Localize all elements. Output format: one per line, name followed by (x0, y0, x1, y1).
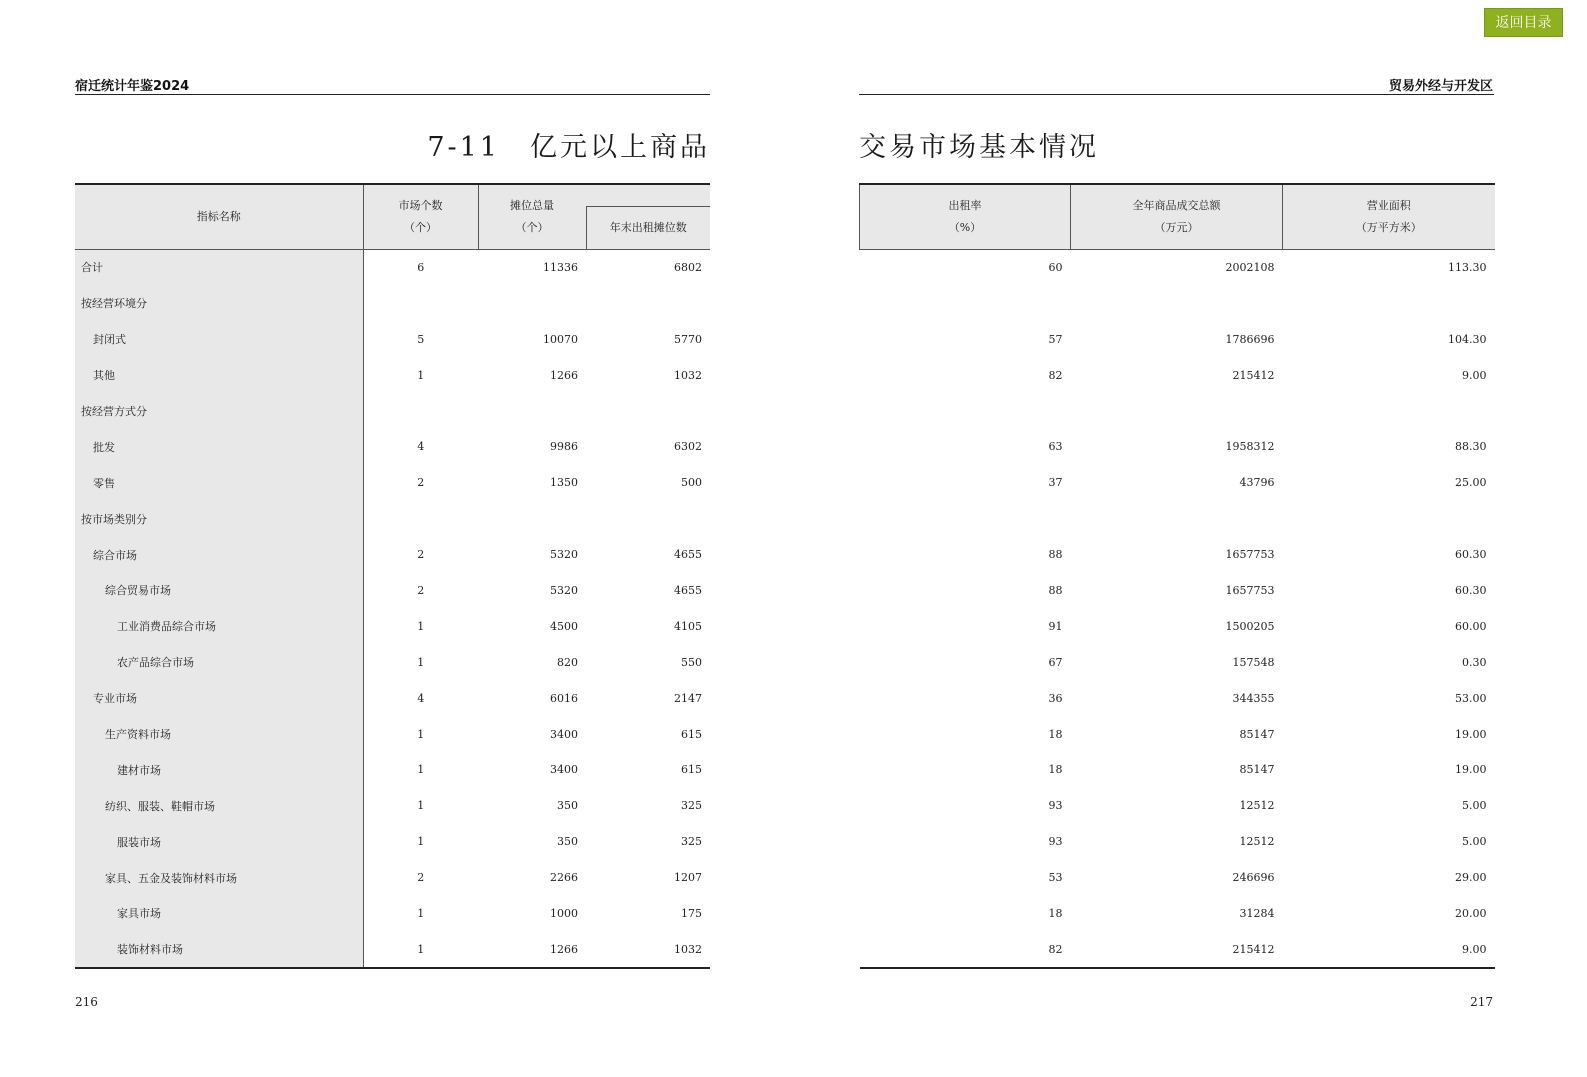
stalls-cell: 820 (557, 655, 578, 669)
col-rate-unit: （%） (948, 220, 982, 234)
rate-cell: 60 (1048, 260, 1063, 274)
table-row (860, 931, 1495, 968)
markets-cell: 2 (417, 548, 425, 562)
table-row (75, 249, 710, 285)
rented-cell (586, 393, 710, 429)
markets-cell: 2 (417, 476, 425, 490)
rate-cell: 82 (1048, 942, 1063, 956)
turnover-cell: 344355 (1232, 691, 1275, 705)
markets-cell: 1 (417, 655, 425, 669)
table-row (75, 573, 710, 609)
rate-cell: 36 (1048, 691, 1063, 705)
col-turnover-header (1071, 184, 1283, 249)
turnover-cell: 215412 (1232, 942, 1275, 956)
table-row (75, 501, 710, 537)
row-label: 工业消费品综合市场 (75, 608, 363, 644)
markets-cell: 4 (417, 691, 425, 705)
col-markets-unit: （个） (404, 220, 437, 234)
rented-cell: 1207 (674, 871, 702, 885)
table-title-left: 7-11 亿元以上商品 (427, 132, 710, 163)
stalls-cell: 1266 (550, 368, 578, 382)
turnover-cell: 215412 (1232, 368, 1275, 382)
markets-cell: 1 (417, 727, 425, 741)
rate-cell (860, 501, 1071, 537)
rate-cell: 88 (1048, 583, 1063, 597)
rented-cell: 4105 (674, 619, 702, 633)
table-row (860, 680, 1495, 716)
turnover-cell: 12512 (1239, 799, 1275, 813)
area-cell: 5.00 (1462, 799, 1487, 813)
markets-cell: 1 (417, 763, 425, 777)
back-to-contents-button[interactable]: 返回目录 (1484, 8, 1563, 37)
markets-cell: 2 (417, 583, 425, 597)
turnover-cell: 12512 (1239, 835, 1275, 849)
page-number-right: 217 (1470, 995, 1493, 1009)
markets-cell (363, 501, 478, 537)
table-row (860, 824, 1495, 860)
table-row (75, 788, 710, 824)
turnover-cell: 1958312 (1225, 440, 1275, 454)
section-title: 贸易外经与开发区 (1388, 79, 1493, 94)
table-row (860, 393, 1495, 429)
row-label: 生产资料市场 (75, 716, 363, 752)
markets-cell: 6 (417, 260, 425, 274)
col-rate-header (860, 184, 1071, 249)
stalls-cell: 1266 (550, 942, 578, 956)
rented-cell: 325 (681, 799, 702, 813)
turnover-cell: 1657753 (1225, 583, 1275, 597)
stalls-cell: 350 (557, 799, 578, 813)
stalls-cell (478, 393, 586, 429)
markets-cell: 1 (417, 835, 425, 849)
rented-cell: 325 (681, 835, 702, 849)
rate-cell: 37 (1048, 476, 1063, 490)
area-cell: 88.30 (1455, 440, 1487, 454)
table-row (860, 896, 1495, 932)
right-header-rule (859, 94, 1494, 95)
turnover-cell (1071, 501, 1283, 537)
area-cell: 60.30 (1455, 548, 1487, 562)
markets-cell: 4 (417, 440, 425, 454)
area-cell: 20.00 (1455, 906, 1487, 920)
rate-cell: 18 (1048, 906, 1063, 920)
table-row (75, 608, 710, 644)
table-row (75, 931, 710, 968)
area-cell: 5.00 (1462, 835, 1487, 849)
col-stalls-label: 摊位总量 (510, 198, 554, 212)
row-label: 封闭式 (75, 321, 363, 357)
row-label: 专业市场 (75, 680, 363, 716)
rented-cell (586, 501, 710, 537)
row-label: 建材市场 (75, 752, 363, 788)
markets-cell: 5 (417, 332, 425, 346)
rented-cell: 615 (681, 727, 702, 741)
table-row (75, 285, 710, 321)
row-label: 农产品综合市场 (75, 644, 363, 680)
area-cell: 9.00 (1462, 368, 1487, 382)
row-label: 零售 (75, 465, 363, 501)
table-row (860, 285, 1495, 321)
table-row (75, 465, 710, 501)
area-cell: 104.30 (1448, 332, 1487, 346)
col-area-label: 营业面积 (1366, 198, 1411, 212)
col-stalls-unit: （个） (515, 220, 549, 234)
page-number-left: 216 (75, 995, 98, 1009)
area-cell: 29.00 (1455, 871, 1487, 885)
markets-cell: 1 (417, 368, 425, 382)
turnover-cell: 1786696 (1225, 332, 1275, 346)
table-row (75, 393, 710, 429)
rented-cell: 4655 (674, 548, 702, 562)
rate-cell (860, 285, 1071, 321)
rented-cell: 1032 (674, 942, 702, 956)
right-data-table (859, 183, 1495, 969)
rented-cell: 175 (681, 906, 702, 920)
table-title-right: 交易市场基本情况 (859, 132, 1099, 163)
stalls-cell: 4500 (550, 619, 578, 633)
stalls-cell: 350 (557, 835, 578, 849)
row-label: 按经营方式分 (75, 393, 363, 429)
area-cell: 25.00 (1455, 476, 1487, 490)
row-label: 服装市场 (75, 824, 363, 860)
row-label: 装饰材料市场 (75, 931, 363, 968)
turnover-cell: 85147 (1239, 727, 1275, 741)
row-label: 综合贸易市场 (75, 573, 363, 609)
col-rented-header: 年末出租摊位数 (586, 206, 710, 249)
yearbook-title: 宿迁统计年鉴2024 (75, 79, 190, 94)
table-row (75, 429, 710, 465)
turnover-cell (1071, 393, 1283, 429)
table-row (75, 824, 710, 860)
table-row (75, 860, 710, 896)
turnover-cell: 2002108 (1225, 260, 1275, 274)
table-row (860, 501, 1495, 537)
table-row (860, 537, 1495, 573)
table-row (75, 896, 710, 932)
turnover-cell: 246696 (1232, 871, 1275, 885)
rented-cell: 500 (681, 476, 702, 490)
stalls-cell (478, 285, 586, 321)
table-row (75, 357, 710, 393)
markets-cell: 1 (417, 942, 425, 956)
rented-cell: 2147 (674, 691, 702, 705)
rented-cell: 615 (681, 763, 702, 777)
row-label: 综合市场 (75, 537, 363, 573)
turnover-cell: 1500205 (1225, 619, 1275, 633)
row-label: 批发 (75, 429, 363, 465)
table-row (860, 465, 1495, 501)
stalls-cell: 3400 (550, 727, 578, 741)
stalls-cell: 3400 (550, 763, 578, 777)
rate-cell (860, 393, 1071, 429)
stalls-cell: 5320 (550, 548, 578, 562)
left-data-table (75, 183, 710, 969)
area-cell: 113.30 (1448, 260, 1487, 274)
table-row (860, 357, 1495, 393)
markets-cell: 1 (417, 906, 425, 920)
stalls-cell: 5320 (550, 583, 578, 597)
area-cell (1283, 285, 1495, 321)
area-cell: 60.30 (1455, 583, 1487, 597)
row-label: 家具、五金及装饰材料市场 (75, 860, 363, 896)
row-label: 纺织、服装、鞋帽市场 (75, 788, 363, 824)
stalls-cell: 10070 (543, 332, 578, 346)
area-cell: 19.00 (1455, 763, 1487, 777)
rented-cell (586, 285, 710, 321)
rate-cell: 18 (1048, 763, 1063, 777)
rented-cell: 6802 (674, 260, 702, 274)
table-row (75, 321, 710, 357)
turnover-cell (1071, 285, 1283, 321)
row-label: 家具市场 (75, 896, 363, 932)
table-row (860, 608, 1495, 644)
area-cell: 9.00 (1462, 942, 1487, 956)
col-stalls-header (478, 184, 586, 249)
row-label: 其他 (75, 357, 363, 393)
col-area-header (1283, 184, 1495, 249)
col-rate-label: 出租率 (948, 198, 982, 212)
stalls-cell: 6016 (550, 691, 578, 705)
area-cell: 19.00 (1455, 727, 1487, 741)
stalls-cell: 1000 (550, 906, 578, 920)
table-row (860, 716, 1495, 752)
rate-cell: 57 (1048, 332, 1063, 346)
markets-cell: 1 (417, 799, 425, 813)
table-row (75, 537, 710, 573)
rate-cell: 93 (1048, 799, 1063, 813)
table-row (860, 573, 1495, 609)
table-row (860, 860, 1495, 896)
rate-cell: 93 (1048, 835, 1063, 849)
table-row (860, 752, 1495, 788)
table-row (860, 644, 1495, 680)
col-rented-header-top (586, 184, 710, 206)
table-row (75, 644, 710, 680)
table-row (860, 249, 1495, 285)
col-turnover-unit: （万元） (1154, 220, 1199, 234)
turnover-cell: 157548 (1232, 655, 1275, 669)
markets-cell (363, 285, 478, 321)
col-markets-label: 市场个数 (398, 198, 443, 212)
rate-cell: 18 (1048, 727, 1063, 741)
rented-cell: 6302 (674, 440, 702, 454)
table-row (860, 429, 1495, 465)
stalls-cell: 11336 (543, 260, 578, 274)
rate-cell: 82 (1048, 368, 1063, 382)
col-markets-header (363, 184, 478, 249)
turnover-cell: 85147 (1239, 763, 1275, 777)
area-cell (1283, 501, 1495, 537)
rate-cell: 67 (1048, 655, 1063, 669)
area-cell: 60.00 (1455, 619, 1487, 633)
table-row (860, 321, 1495, 357)
rate-cell: 63 (1048, 440, 1063, 454)
markets-cell (363, 393, 478, 429)
stalls-cell: 2266 (550, 871, 578, 885)
rented-cell: 5770 (674, 332, 702, 346)
table-row (860, 788, 1495, 824)
stalls-cell: 9986 (550, 440, 578, 454)
markets-cell: 2 (417, 871, 425, 885)
rented-cell: 4655 (674, 583, 702, 597)
turnover-cell: 43796 (1239, 476, 1275, 490)
table-row (75, 716, 710, 752)
area-cell: 0.30 (1462, 655, 1487, 669)
stalls-cell: 1350 (550, 476, 578, 490)
rented-cell: 550 (681, 655, 702, 669)
table-row (75, 752, 710, 788)
col-name-header: 指标名称 (75, 184, 363, 249)
stalls-cell (478, 501, 586, 537)
area-cell: 53.00 (1455, 691, 1487, 705)
row-label: 按经营环境分 (75, 285, 363, 321)
row-label: 按市场类别分 (75, 501, 363, 537)
left-header-rule (75, 94, 710, 95)
turnover-cell: 1657753 (1225, 548, 1275, 562)
rate-cell: 53 (1048, 871, 1063, 885)
col-area-unit: （万平方米） (1355, 220, 1422, 234)
rented-cell: 1032 (674, 368, 702, 382)
row-label: 合计 (75, 249, 363, 285)
table-row (75, 680, 710, 716)
area-cell (1283, 393, 1495, 429)
turnover-cell: 31284 (1239, 906, 1275, 920)
rate-cell: 91 (1048, 619, 1063, 633)
rate-cell: 88 (1048, 548, 1063, 562)
markets-cell: 1 (417, 619, 425, 633)
col-turnover-label: 全年商品成交总额 (1132, 198, 1221, 212)
